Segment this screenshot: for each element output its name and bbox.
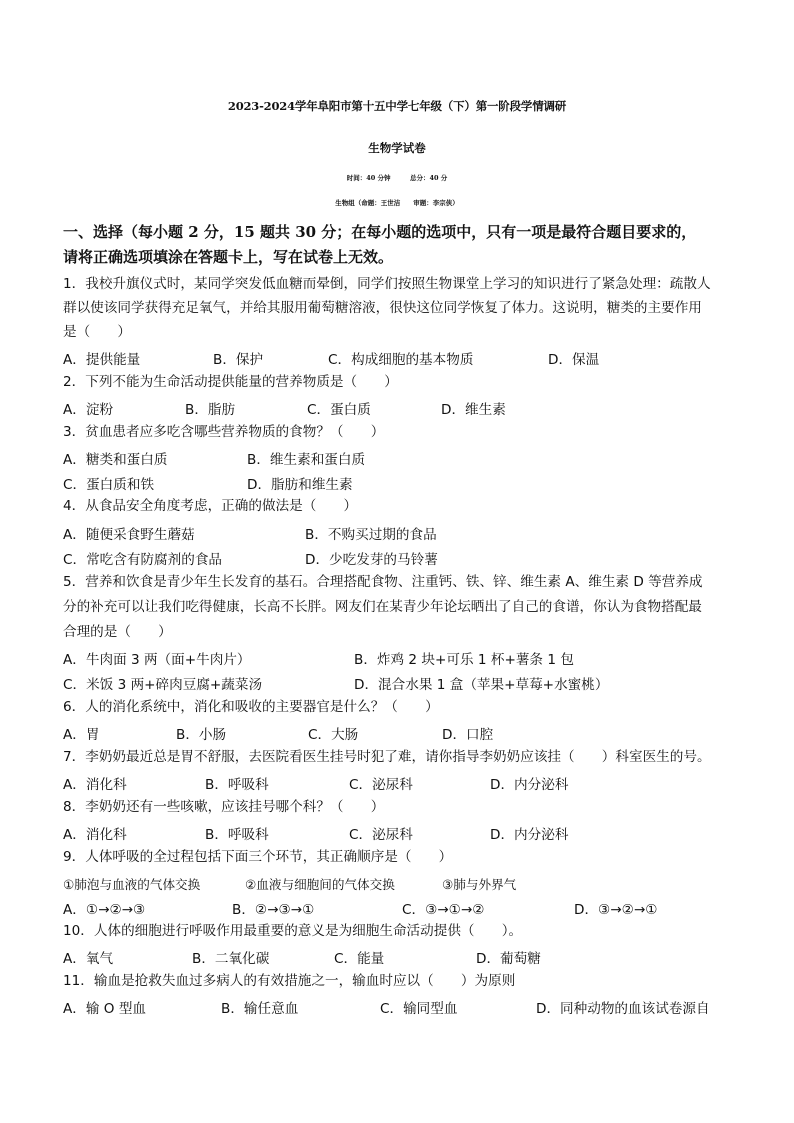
- q4-option-a: A．随便采食野生蘑菇: [63, 527, 195, 543]
- q9-step-2: ②血液与细胞间的气体交换: [245, 877, 395, 892]
- q8-option-d: D．内分泌科: [490, 827, 569, 843]
- question-7-stem: 7．李奶奶最近总是胃不舒服，去医院看医生挂号时犯了难，请你指导李奶奶应该挂（ ）科室医生的号。: [63, 749, 711, 765]
- q9-option-a: A．①→②→③: [63, 902, 146, 918]
- question-5-stem-cont: 合理的是（ ）: [63, 624, 172, 640]
- q7-option-a: A．消化科: [63, 777, 127, 793]
- q5-option-c: C．米饭 3 两+碎肉豆腐+蔬菜汤: [63, 677, 263, 693]
- q3-option-d: D．脂肪和维生素: [247, 477, 353, 493]
- q3-option-c: C．蛋白质和铁: [63, 477, 155, 493]
- q9-option-d: D．③→②→①: [574, 902, 658, 918]
- q9-step-3: ③肺与外界气: [442, 877, 517, 892]
- question-1-stem: 1．我校升旗仪式时，某同学突发低血糖而晕倒，同学们按照生物课堂上学习的知识进行了紧急处理：疏散人: [63, 276, 711, 292]
- q8-option-c: C．泌尿科: [349, 827, 413, 843]
- q7-option-d: D．内分泌科: [490, 777, 569, 793]
- time-score-line: 时间：40 分钟 总分：40 分: [346, 174, 448, 182]
- q10-option-c: C．能量: [334, 951, 385, 967]
- q9-option-c: C．③→①→②: [402, 902, 485, 918]
- q10-option-a: A．氧气: [63, 951, 114, 967]
- question-8-stem: 8．李奶奶还有一些咳嗽，应该挂号哪个科？（ ）: [63, 799, 385, 815]
- q6-option-b: B．小肠: [176, 727, 227, 743]
- q9-option-b: B．②→③→①: [232, 902, 315, 918]
- author-line: 生物组（命题：王世洁 审题：李宗侠）: [335, 199, 459, 207]
- q1-option-c: C．构成细胞的基本物质: [328, 352, 474, 368]
- q5-option-d: D．混合水果 1 盒（苹果+草莓+水蜜桃）: [354, 677, 609, 693]
- q6-option-d: D．口腔: [442, 727, 494, 743]
- q7-option-c: C．泌尿科: [349, 777, 413, 793]
- q7-option-b: B．呼吸科: [205, 777, 269, 793]
- q2-option-b: B．脂肪: [185, 402, 236, 418]
- question-10-stem: 10．人体的细胞进行呼吸作用最重要的意义是为细胞生命活动提供（ ）。: [63, 923, 523, 939]
- q10-option-b: B．二氧化碳: [192, 951, 270, 967]
- q11-option-c: C．输同型血: [380, 1001, 458, 1017]
- question-1-stem-cont: 群以使该同学获得充足氧气，并给其服用葡萄糖溶液，很快这位同学恢复了体力。这说明，糖类的主要作用: [63, 300, 702, 316]
- q4-option-b: B．不购买过期的食品: [305, 527, 437, 543]
- exam-title: 2023-2024学年阜阳市第十五中学七年级（下）第一阶段学情调研: [227, 99, 567, 113]
- q2-option-a: A．淀粉: [63, 402, 114, 418]
- q8-option-b: B．呼吸科: [205, 827, 269, 843]
- q8-option-a: A．消化科: [63, 827, 127, 843]
- q6-option-a: A．胃: [63, 727, 100, 743]
- question-4-stem: 4．从食品安全角度考虑，正确的做法是（ ）: [63, 498, 358, 514]
- section-heading: 一、选择（每小题 2 分，15 题共 30 分；在每小题的选项中，只有一项是最符合题目要求的，: [63, 223, 697, 241]
- question-6-stem: 6．人的消化系统中，消化和吸收的主要器官是什么？（ ）: [63, 699, 439, 715]
- q3-option-a: A．糖类和蛋白质: [63, 452, 168, 468]
- question-3-stem: 3．贫血患者应多吃含哪些营养物质的食物？（ ）: [63, 424, 385, 440]
- q5-option-a: A．牛肉面 3 两（面+牛肉片）: [63, 652, 251, 668]
- q1-option-b: B．保护: [213, 352, 264, 368]
- q11-option-d: D．同种动物的血该试卷源自: [536, 1001, 710, 1017]
- question-1-stem-cont: 是（ ）: [63, 324, 131, 340]
- question-11-stem: 11．输血是抢救失血过多病人的有效措施之一，输血时应以（ ）为原则: [63, 973, 516, 989]
- q4-option-c: C．常吃含有防腐剂的食品: [63, 552, 223, 568]
- q2-option-d: D．维生素: [441, 402, 506, 418]
- q4-option-d: D．少吃发芽的马铃薯: [305, 552, 438, 568]
- q9-step-1: ①肺泡与血液的气体交换: [63, 877, 201, 892]
- question-5-stem-cont: 分的补充可以让我们吃得健康，长高不长胖。网友们在某青少年论坛晒出了自己的食谱，你认为食物搭配最: [63, 599, 702, 615]
- q2-option-c: C．蛋白质: [307, 402, 371, 418]
- question-5-stem: 5．营养和饮食是青少年生长发育的基石。合理搭配食物、注重钙、铁、锌、维生素 A、维生素 D 等营养成: [63, 574, 703, 590]
- q3-option-b: B．维生素和蛋白质: [247, 452, 366, 468]
- q6-option-c: C．大肠: [308, 727, 359, 743]
- q11-option-a: A．输 O 型血: [63, 1001, 147, 1017]
- section-heading-cont: 请将正确选项填涂在答题卡上，写在试卷上无效。: [63, 248, 394, 266]
- q10-option-d: D．葡萄糖: [476, 951, 541, 967]
- q1-option-a: A．提供能量: [63, 352, 141, 368]
- exam-subtitle: 生物学试卷: [368, 141, 426, 155]
- q5-option-b: B．炸鸡 2 块+可乐 1 杯+薯条 1 包: [354, 652, 574, 668]
- question-2-stem: 2．下列不能为生命活动提供能量的营养物质是（ ）: [63, 374, 398, 390]
- q11-option-b: B．输任意血: [221, 1001, 299, 1017]
- q1-option-d: D．保温: [548, 352, 600, 368]
- question-9-stem: 9．人体呼吸的全过程包括下面三个环节，其正确顺序是（ ）: [63, 849, 453, 865]
